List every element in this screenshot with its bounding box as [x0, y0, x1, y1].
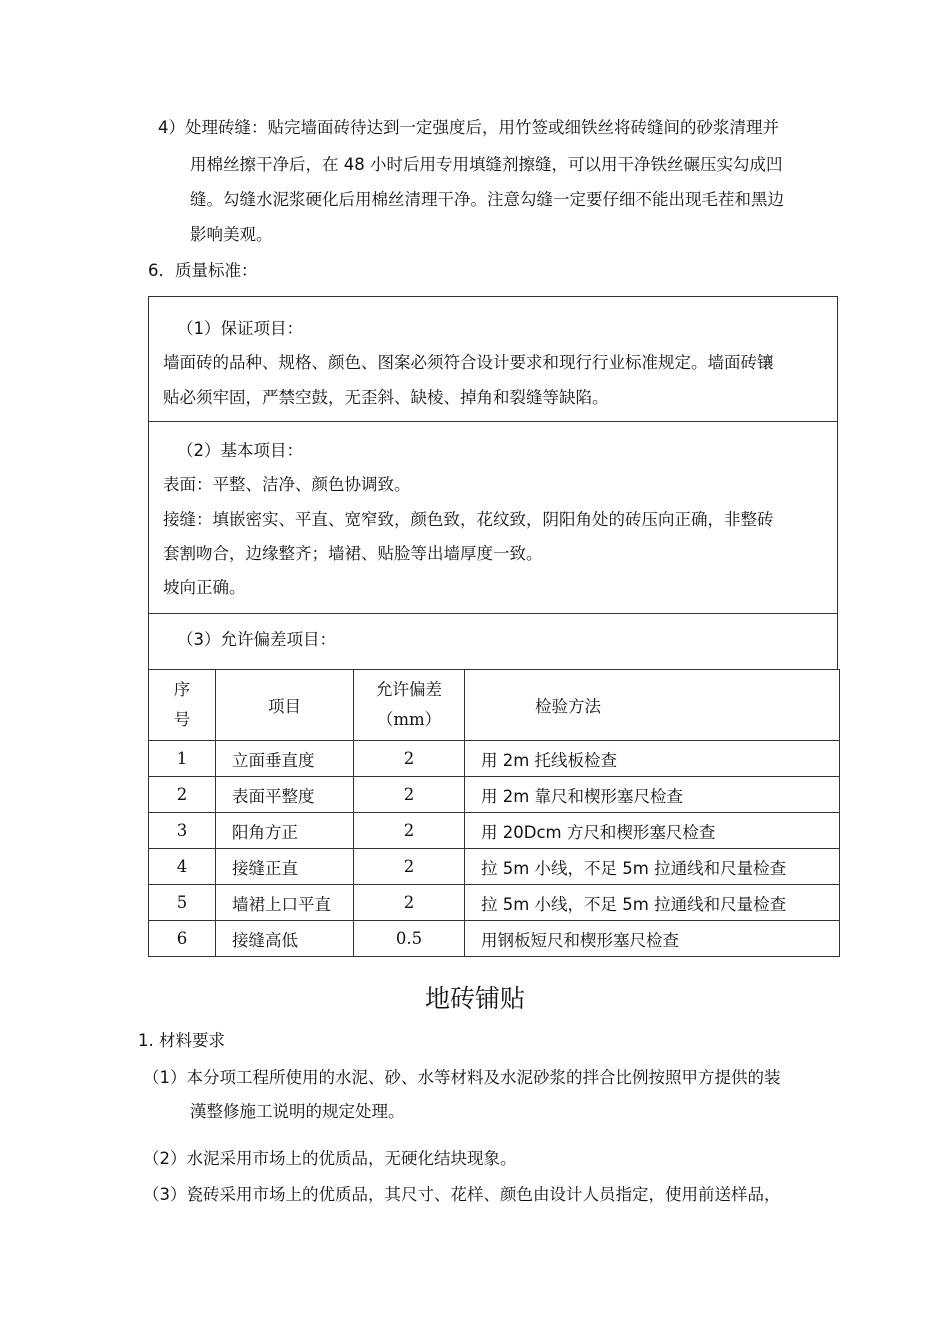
row-no: 3 — [149, 813, 216, 849]
row-no: 6 — [149, 921, 216, 957]
guarantee-title: （1）保证项目： — [177, 319, 303, 338]
basic-line-1: 表面：平整、洁净、颜色协调致。 — [163, 475, 411, 494]
row-item: 表面平整度 — [216, 777, 354, 813]
material-item-3: （3）瓷砖采用市场上的优质品，其尺寸、花样、颜色由设计人员指定，使用前送样品， — [143, 1185, 781, 1204]
row-item: 接缝高低 — [216, 921, 354, 957]
table-row — [149, 741, 840, 777]
row-no: 2 — [149, 777, 216, 813]
row-method: 用钢板短尺和楔形塞尺检查 — [465, 921, 840, 957]
row-deviation: 2 — [354, 849, 465, 885]
table-header-row — [149, 670, 840, 741]
table-row — [149, 777, 840, 813]
header-dev-1: 允许偏差 — [376, 680, 442, 699]
material-item-2: （2）水泥采用市场上的优质品，无硬化结块现象。 — [143, 1149, 517, 1168]
header-deviation — [354, 670, 465, 741]
material-item-1: （1）本分项工程所使用的水泥、砂、水等材料及水泥砂浆的拌合比例按照甲方提供的装 — [143, 1068, 781, 1087]
material-item-1-cont: 漢整修施工说明的规定处理。 — [190, 1102, 405, 1121]
grout-line-1: 4）处理砖缝：贴完墙面砖待达到一定强度后，用竹签或细铁丝将砖缝间的砂浆清理并 — [158, 118, 779, 137]
grout-line-4: 影响美观。 — [190, 225, 273, 244]
row-no: 5 — [149, 885, 216, 921]
basic-title: （2）基本项目： — [177, 441, 303, 460]
header-no — [149, 670, 216, 741]
section-title: 地砖铺贴 — [424, 984, 525, 1013]
row-no: 4 — [149, 849, 216, 885]
material-section-heading: 1. 材料要求 — [138, 1031, 225, 1050]
allowed-title: （3）允许偏差项目： — [177, 630, 336, 649]
header-item: 项目 — [216, 670, 354, 741]
deviation-table — [148, 669, 840, 957]
table-row — [149, 885, 840, 921]
row-deviation: 2 — [354, 885, 465, 921]
row-item: 立面垂直度 — [216, 741, 354, 777]
row-deviation: 2 — [354, 741, 465, 777]
row-item: 墙裙上口平直 — [216, 885, 354, 921]
table-row — [149, 813, 840, 849]
header-no-1: 序 — [173, 680, 191, 699]
guarantee-section — [149, 297, 837, 422]
basic-line-4: 坡向正确。 — [163, 578, 246, 597]
grout-line-3: 缝。勾缝水泥浆硬化后用棉丝清理干净。注意勾缝一定要仔细不能出现毛茬和黑边 — [190, 190, 784, 209]
row-deviation: 2 — [354, 813, 465, 849]
row-no: 1 — [149, 741, 216, 777]
guarantee-line-1: 墙面砖的品种、规格、颜色、图案必须符合设计要求和现行行业标准规定。墙面砖镶 — [163, 353, 774, 372]
guarantee-line-2: 贴必须牢固，严禁空鼓，无歪斜、缺棱、掉角和裂缝等缺陷。 — [163, 388, 609, 407]
row-item: 阳角方正 — [216, 813, 354, 849]
header-no-2: 号 — [173, 710, 191, 729]
quality-standards-box — [148, 296, 838, 670]
header-dev-2: （mm） — [376, 710, 442, 729]
row-item: 接缝正直 — [216, 849, 354, 885]
quality-heading: 6．质量标准： — [148, 261, 258, 280]
basic-section — [149, 422, 837, 614]
basic-line-2: 接缝：填嵌密实、平直、宽窄致，颜色致，花纹致，阴阳角处的砖压向正确，非整砖 — [163, 510, 774, 529]
row-method: 用 20Dcm 方尺和楔形塞尺检查 — [465, 813, 840, 849]
basic-line-3: 套割吻合，边缘整齐；墙裙、贴脸等出墙厚度一致。 — [163, 544, 543, 563]
row-method: 用 2m 靠尺和楔形塞尺检查 — [465, 777, 840, 813]
row-method: 拉 5m 小线，不足 5m 拉通线和尺量检查 — [465, 885, 840, 921]
header-method: 检验方法 — [465, 670, 840, 741]
row-deviation: 2 — [354, 777, 465, 813]
row-deviation: 0.5 — [354, 921, 465, 957]
grout-line-2: 用棉丝擦干净后，在 48 小时后用专用填缝剂擦缝，可以用干净铁丝碾压实勾成凹 — [190, 155, 783, 174]
table-row — [149, 849, 840, 885]
table-row — [149, 921, 840, 957]
row-method: 拉 5m 小线，不足 5m 拉通线和尺量检查 — [465, 849, 840, 885]
allowed-section — [149, 614, 837, 671]
row-method: 用 2m 托线板检查 — [465, 741, 840, 777]
